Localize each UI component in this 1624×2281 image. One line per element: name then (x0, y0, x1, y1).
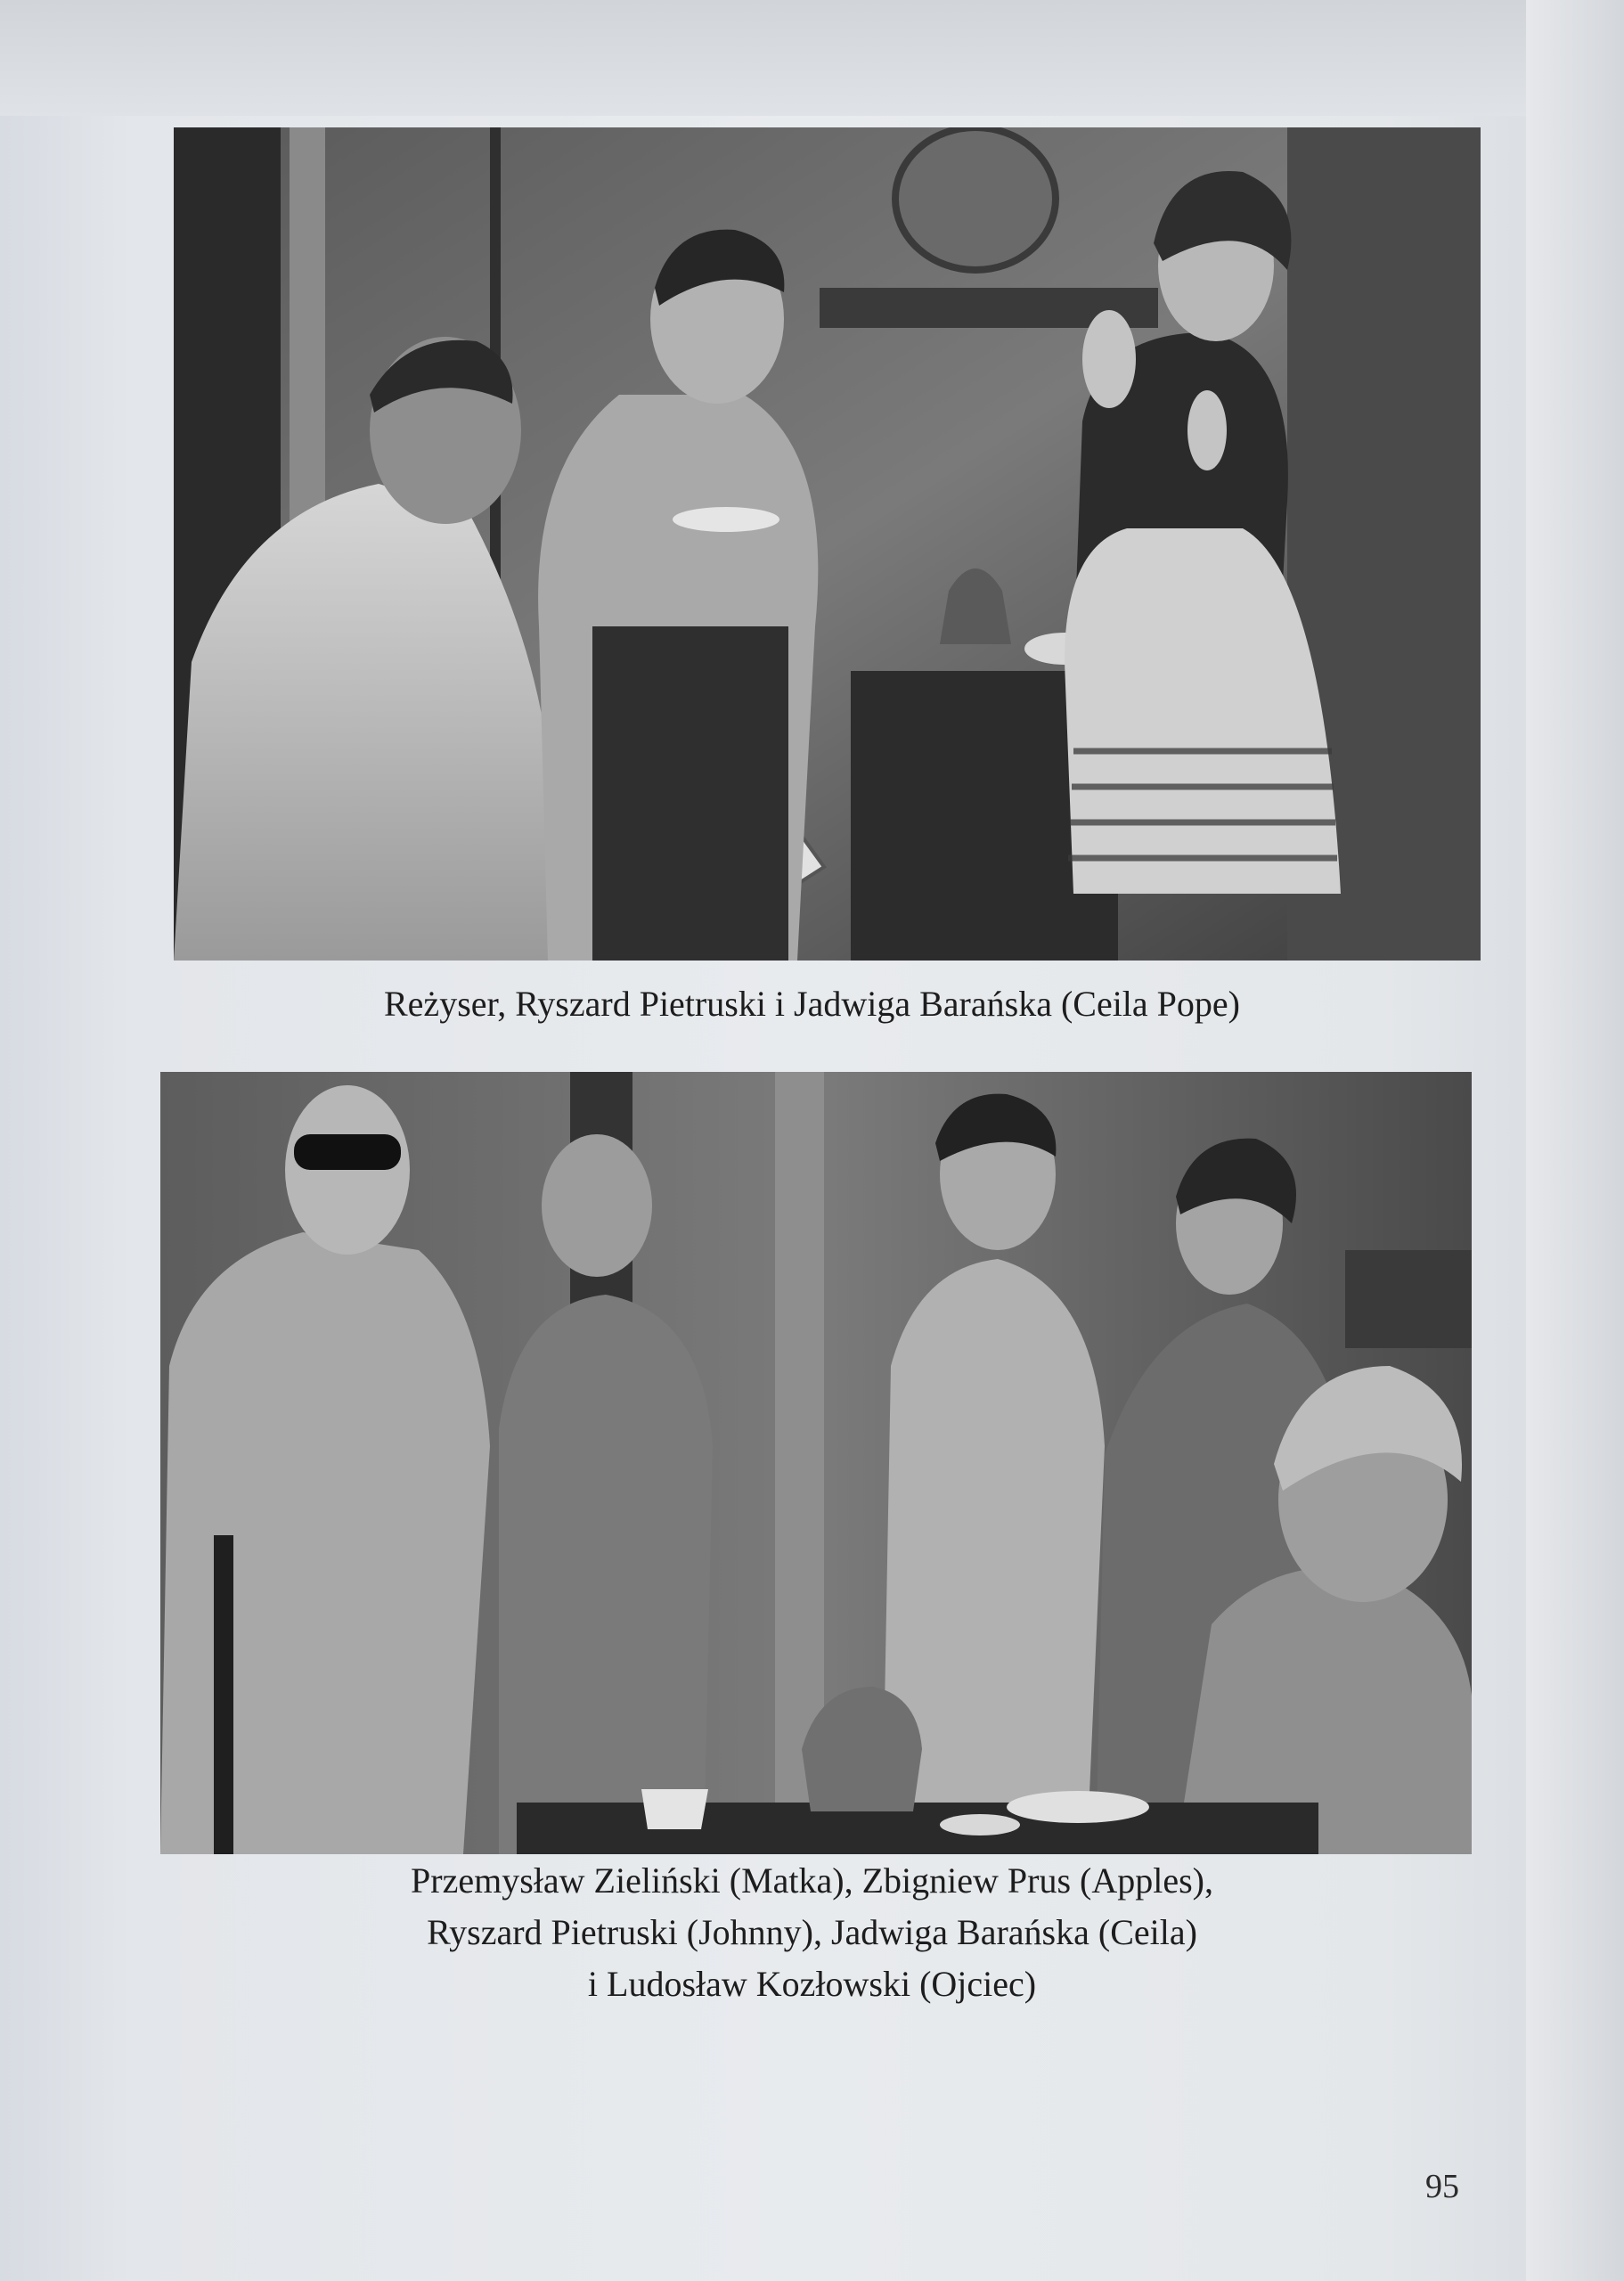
photo-illustration-top (174, 127, 1481, 961)
caption-bottom-line-3: i Ludosław Kozłowski (Ojciec) (587, 1964, 1037, 2004)
photo-illustration-bottom (160, 1072, 1472, 1854)
photo-rehearsal-three-people (174, 127, 1481, 961)
photo-rehearsal-five-people (160, 1072, 1472, 1854)
caption-bottom-line-2: Ryszard Pietruski (Johnny), Jadwiga Barańska (Ceila) (427, 1912, 1197, 1952)
photo-caption-top: Reżyser, Ryszard Pietruski i Jadwiga Barańska (Ceila Pope) (384, 984, 1240, 1024)
caption-bottom-line-1: Przemysław Zieliński (Matka), Zbigniew Prus (Apples), (411, 1860, 1213, 1901)
page-number: 95 (1425, 2168, 1459, 2205)
photo-caption-bottom (0, 1855, 1624, 2010)
page-top-shadow (0, 0, 1624, 116)
